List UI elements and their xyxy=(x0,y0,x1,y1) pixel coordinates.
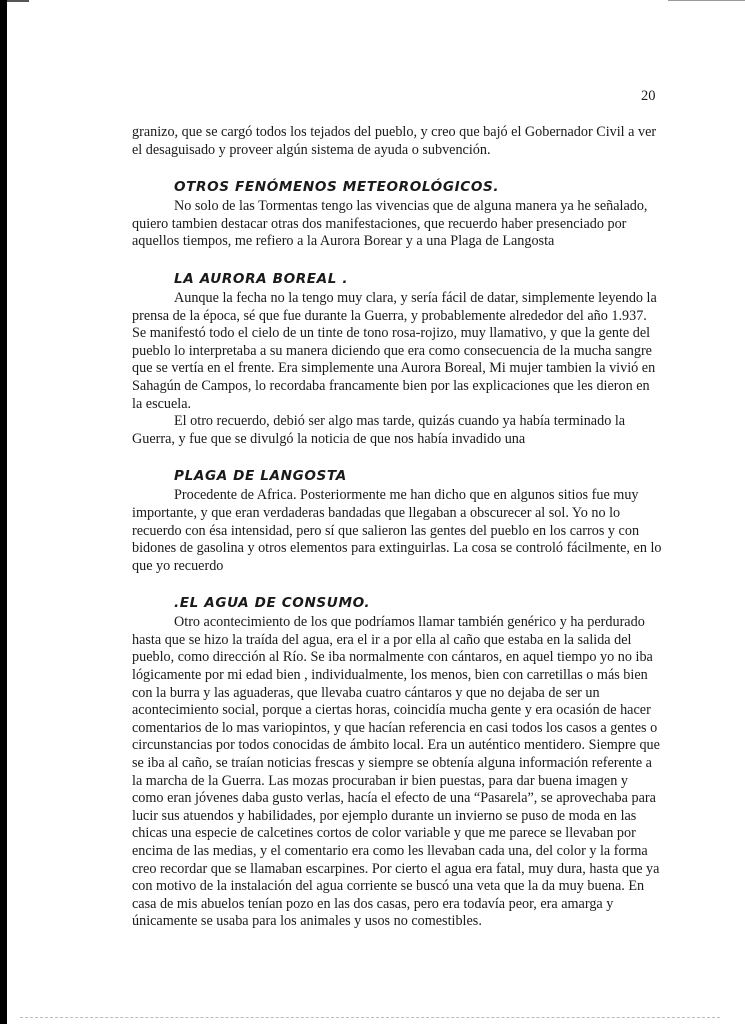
scan-border-top-right xyxy=(668,0,745,1)
section-heading-plaga-langosta: PLAGA DE LANGOSTA xyxy=(174,468,347,485)
paragraph: Procedente de Africa. Posteriormente me han dicho que en algunos sitios fue muy importante, y que eran verdaderas bandadas que llegaban a obscurecer al sol. Yo no lo recuerdo con ésa intensidad, pero sí que salieron las gentes del pueblo en los carros y con bidones de gasolina y otros elementos para extinguirlas. La cosa se controló fácilmente, en lo que yo recuerdo xyxy=(132,487,662,574)
scan-border-bottom xyxy=(20,1017,720,1018)
paragraph: Otro acontecimiento de los que podríamos llamar también genérico y ha perdurado hasta que se hizo la traída del agua, era el ir a por ella al caño que estaba en la salida del pueblo, como dirección al Río. Se iba normalmente con cántaros, en aquel tiempo yo no iba lógicamente por mi edad bien , individualmente, los menos, bien con carretillas o más bien con la burra y las aguaderas, que llevaba cuatro cántaros y que no dejaba de ser un acontecimiento social, porque a ciertas horas, coincidía mucha gente y era ocasión de hacer comentarios de lo mas variopintos, y que hacían referencia en casi todos los casos a gentes o circunstancias por todos conocidas de ámbito local. Era un auténtico mentidero. Siempre que se iba al caño, se traían noticias frescas y siempre se obtenía alguna información referente a la marcha de la Guerra. Las mozas procuraban ir bien puestas, para dar buena imagen y como eran jóvenes daba gusto verlas, hacía el efecto de una “Pasarela”, se aprovechaba para lucir sus atuendos y habilidades, por ejemplo durante un invierno se puso de moda en las chicas una especie de calcetines cortos de color variable y que me parece se llevaban por encima de las medias, y el comentario era como les llevaban cada una, del color y la forma creo recordar que se llamaban escarpines. Por cierto el agua era fatal, muy dura, hasta que ya con motivo de la instalación del agua corriente se buscó una veta que la da muy buena. En casa de mis abuelos tenían pozo en las dos casas, pero era todavía peor, era amarga y únicamente se usaba para los animales y usos no comestibles. xyxy=(132,614,660,930)
paragraph: Aunque la fecha no la tengo muy clara, y sería fácil de datar, simplemente leyendo la prensa de la época, sé que fue durante la Guerra, y probablemente alrededor del año 1.937. Se manifestó todo el cielo de un tinte de tono rosa-rojizo, muy llamativo, y que la gente del pueblo lo interpretaba a su manera diciendo que era como consecuencia de la mucha sangre que se vertía en el frente. Era simplemente una Aurora Boreal, Mi mujer tambien la vivió en Sahagún de Campos, lo recordaba francamente bien por las explicaciones que les dieron en la escuela. xyxy=(132,289,657,412)
section-heading-otros-fenomenos: OTROS FENÓMENOS METEOROLÓGICOS. xyxy=(174,179,500,196)
section-heading-agua-consumo: .EL AGUA DE CONSUMO. xyxy=(174,595,371,612)
scan-border-left xyxy=(0,0,7,1024)
scan-border-top xyxy=(7,0,29,2)
document-body xyxy=(132,124,662,931)
section-heading-aurora-boreal: LA AURORA BOREAL . xyxy=(174,270,349,287)
paragraph: El otro recuerdo, debió ser algo mas tarde, quizás cuando ya había terminado la Guerra, y fue que se divulgó la noticia de que nos había invadido una xyxy=(132,413,626,447)
paragraph: No solo de las Tormentas tengo las vivencias que de alguna manera ya he señalado, quiero tambien destacar otras dos manifestaciones, que recuerdo haber presenciado por aquellos tiempos, me refiero a la Aurora Borear y a una Plaga de Langosta xyxy=(132,198,648,250)
page-number: 20 xyxy=(641,88,656,104)
intro-paragraph: granizo, que se cargó todos los tejados del pueblo, y creo que bajó el Gobernador Civil a ver el desaguisado y proveer algún sistema de ayuda o subvención. xyxy=(132,124,657,158)
